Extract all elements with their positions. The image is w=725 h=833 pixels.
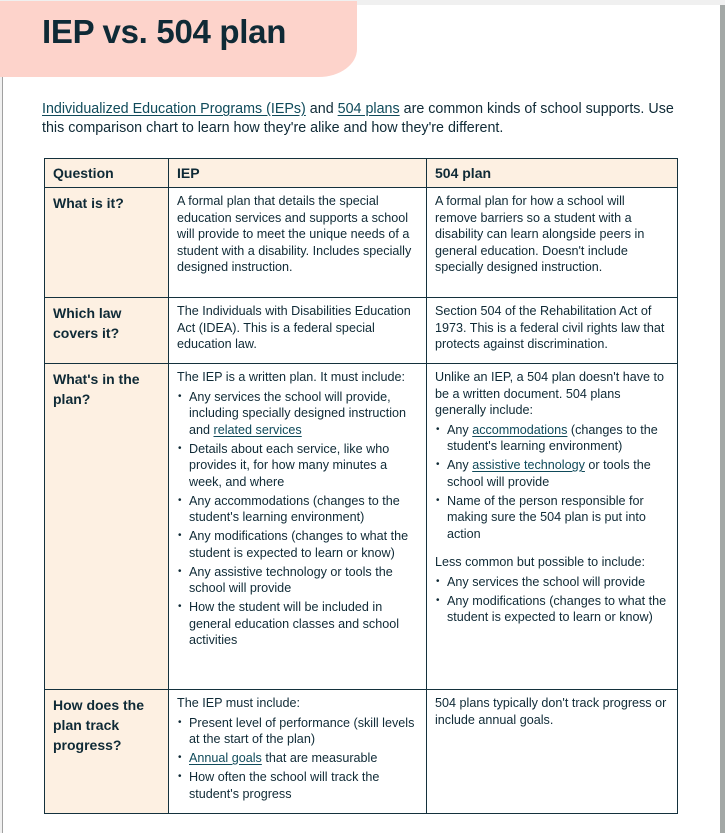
related-services-link[interactable]: related services <box>213 422 302 437</box>
iep-intro: The IEP is a written plan. It must include: <box>177 370 405 384</box>
row-question: What is it? <box>45 188 169 298</box>
504-list <box>435 422 669 543</box>
row-question: Which law covers it? <box>45 298 169 364</box>
504-less-common-list <box>435 574 669 626</box>
list-item-text: that are measurable <box>261 751 378 765</box>
intro-text: are common kinds of school supports. Use this comparison chart to learn how they're alike and how they're different. <box>42 101 674 136</box>
504-intro: Unlike an IEP, a 504 plan doesn't have to be a written document. 504 plans generally include: <box>435 370 665 417</box>
table-row <box>45 188 678 298</box>
list-item: • Any modifications (changes to what the student is expected to learn or know) <box>435 593 669 626</box>
iep-cell: The Individuals with Disabilities Education Act (IDEA). This is a federal special education law. <box>169 298 427 364</box>
504-cell: A formal plan for how a school will remove barriers so a student with a disability can learn alongside peers in general education. Doesn't include specially designed instruction. <box>427 188 678 298</box>
iep-link[interactable]: Individualized Education Programs (IEPs) <box>42 101 306 117</box>
list-item-text: Any services the school will provide, including specially designed instruction and <box>189 389 407 437</box>
504-plans-link[interactable]: 504 plans <box>337 101 400 117</box>
504-cell: 504 plans typically don't track progress or include annual goals. <box>427 690 678 814</box>
scrollbar[interactable] <box>720 5 725 833</box>
annual-goals-link[interactable]: Annual goals <box>189 751 262 765</box>
iep-cell: A formal plan that details the special education services and supports a school will provide to meet the unique needs of a student with a disability. Includes specially designed instruction. <box>169 188 427 298</box>
table-row <box>45 690 678 814</box>
list-item: • Details about each service, like who provides it, for how many minutes a week, and where <box>177 441 418 491</box>
title-banner <box>0 1 357 77</box>
header-iep: IEP <box>169 159 427 188</box>
iep-cell <box>169 364 427 690</box>
page-title: IEP vs. 504 plan <box>42 13 287 50</box>
assistive-technology-link[interactable]: assistive technology <box>472 458 585 472</box>
504-less-common-intro: Less common but possible to include: <box>435 555 646 569</box>
row-question: How does the plan track progress? <box>45 690 169 814</box>
table-row <box>45 364 678 690</box>
list-item: • Any services the school will provide <box>435 574 669 591</box>
list-item: • Any assistive technology or tools the school will provide <box>177 564 418 597</box>
row-question: What's in the plan? <box>45 364 169 690</box>
504-cell: Section 504 of the Rehabilitation Act of 1973. This is a federal civil rights law that protects against discrimination. <box>427 298 678 364</box>
table-header-row <box>45 159 678 188</box>
header-504-plan: 504 plan <box>427 159 678 188</box>
list-item <box>177 750 418 767</box>
list-item: • Any modifications (changes to what the student is expected to learn or know) <box>177 528 418 561</box>
list-item: • Any accommodations (changes to the student's learning environment) <box>177 493 418 526</box>
list-item <box>435 422 669 455</box>
list-item <box>435 457 669 490</box>
accommodations-link[interactable]: accommodations <box>472 422 568 437</box>
header-question: Question <box>45 159 169 188</box>
iep-list <box>177 389 418 649</box>
comparison-table <box>44 158 678 814</box>
iep-cell <box>169 690 427 814</box>
iep-intro: The IEP must include: <box>177 696 300 710</box>
list-item-text: Any <box>447 422 473 437</box>
list-item-text: Any <box>447 458 473 472</box>
504-cell <box>427 364 678 690</box>
intro-paragraph <box>42 100 682 137</box>
list-item: • Present level of performance (skill levels at the start of the plan) <box>177 715 418 748</box>
list-item-text: or tools the school will provide <box>447 458 651 489</box>
list-item-text: (changes to the student's learning environment) <box>447 422 658 453</box>
iep-list <box>177 715 418 803</box>
intro-text: and <box>305 101 338 117</box>
list-item <box>177 389 418 439</box>
list-item: • How the student will be included in general education classes and school activities <box>177 599 418 649</box>
list-item: • Name of the person responsible for making sure the 504 plan is put into action <box>435 493 669 543</box>
list-item: • How often the school will track the student's progress <box>177 769 418 802</box>
table-row <box>45 298 678 364</box>
